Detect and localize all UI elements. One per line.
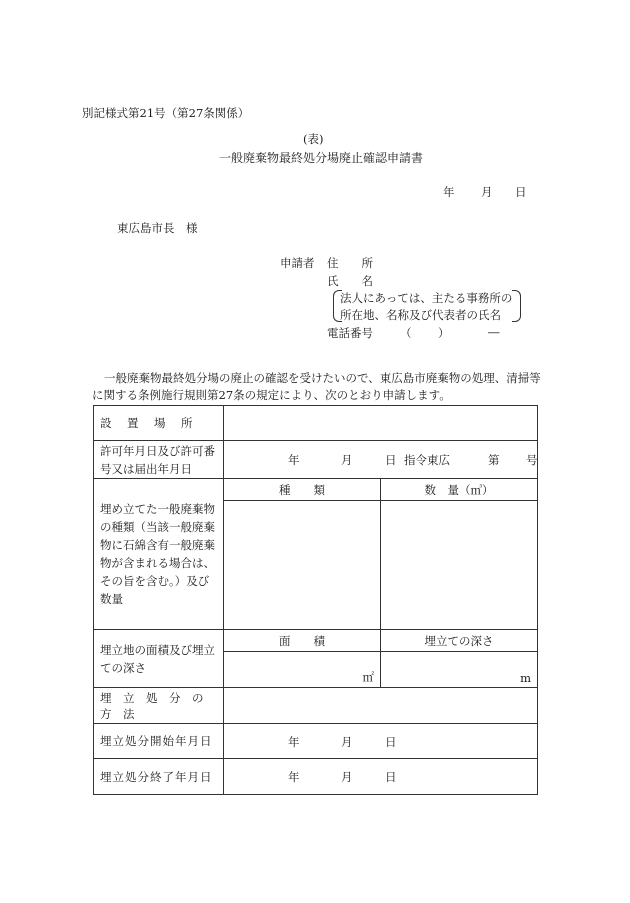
location-label: 設 置 場 所 bbox=[94, 406, 224, 441]
page-title: 一般廃棄物最終処分場廃止確認申請書 bbox=[219, 151, 424, 165]
start-day: 日 bbox=[385, 735, 397, 749]
waste-type-header: 種 類 bbox=[224, 479, 381, 501]
permit-year: 年 bbox=[288, 453, 300, 467]
permit-label: 許可年月日及び許可番 号又は届出年月日 bbox=[94, 441, 224, 479]
permit-month: 月 bbox=[341, 453, 353, 467]
date-year: 年 bbox=[443, 185, 455, 199]
start-label: 埋立処分開始年月日 bbox=[94, 724, 224, 759]
end-month: 月 bbox=[341, 770, 353, 784]
waste-type-field[interactable] bbox=[224, 501, 381, 630]
phone-close-paren: ） bbox=[438, 326, 450, 340]
permit-day: 日 bbox=[385, 453, 397, 467]
intro-line-1: 一般廃棄物最終処分場の廃止の確認を受けたいので、東広島市廃棄物の処理、清掃等 bbox=[104, 371, 541, 385]
start-year: 年 bbox=[288, 735, 300, 749]
row-permit bbox=[94, 441, 538, 479]
area-field[interactable] bbox=[224, 652, 381, 688]
applicant-label: 申請者 bbox=[280, 256, 315, 270]
location-field[interactable] bbox=[224, 406, 538, 441]
date-day: 日 bbox=[515, 185, 527, 199]
end-year: 年 bbox=[288, 770, 300, 784]
note-bracket-right bbox=[512, 290, 521, 322]
form-side: (表) bbox=[303, 132, 324, 146]
waste-label: 埋め立てた一般廃棄物 の種類（当該一般廃棄 物に石綿含有一般廃棄 物が含まれる場合は、 その旨を含む。）及び 数量 bbox=[94, 479, 224, 630]
waste-amount-header: 数 量（㎥） bbox=[381, 479, 538, 501]
form-number: 別記様式第21号（第27条関係） bbox=[82, 106, 250, 120]
end-field[interactable] bbox=[224, 759, 538, 795]
addressee: 東広島市長 様 bbox=[117, 221, 198, 235]
method-field[interactable] bbox=[224, 688, 538, 724]
row-waste-header bbox=[94, 479, 538, 501]
name-label: 氏 名 bbox=[327, 274, 373, 288]
permit-field[interactable] bbox=[224, 441, 538, 479]
depth-header: 埋立ての深さ bbox=[381, 630, 538, 652]
note-line-1: 法人にあっては、主たる事務所の bbox=[340, 291, 513, 305]
note-line-2: 所在地、名称及び代表者の氏名 bbox=[340, 308, 501, 322]
end-label: 埋立処分終了年月日 bbox=[94, 759, 224, 795]
row-method bbox=[94, 688, 538, 724]
start-field[interactable] bbox=[224, 724, 538, 759]
area-unit: ㎡ bbox=[362, 670, 374, 684]
row-end bbox=[94, 759, 538, 795]
phone-dash: ― bbox=[488, 325, 500, 339]
permit-dai: 第 bbox=[488, 453, 500, 467]
row-start bbox=[94, 724, 538, 759]
permit-go: 号 bbox=[526, 453, 538, 467]
waste-amount-field[interactable] bbox=[381, 501, 538, 630]
start-month: 月 bbox=[341, 735, 353, 749]
method-label: 埋 立 処 分 の 方 法 bbox=[94, 688, 224, 724]
phone-open-paren: （ bbox=[400, 326, 412, 340]
area-label: 埋立地の面積及び埋立 ての深さ bbox=[94, 630, 224, 688]
application-table bbox=[93, 405, 538, 795]
row-location bbox=[94, 406, 538, 441]
end-day: 日 bbox=[385, 770, 397, 784]
depth-unit: m bbox=[520, 671, 531, 685]
date-month: 月 bbox=[481, 185, 493, 199]
row-area-header bbox=[94, 630, 538, 652]
depth-field[interactable] bbox=[381, 652, 538, 688]
address-label: 住 所 bbox=[327, 256, 373, 270]
area-header: 面 積 bbox=[224, 630, 381, 652]
permit-prefix: 指令東広 bbox=[404, 453, 450, 467]
intro-line-2: に関する条例施行規則第27条の規定により、次のとおり申請します。 bbox=[92, 388, 451, 402]
phone-label: 電話番号 bbox=[327, 326, 373, 340]
